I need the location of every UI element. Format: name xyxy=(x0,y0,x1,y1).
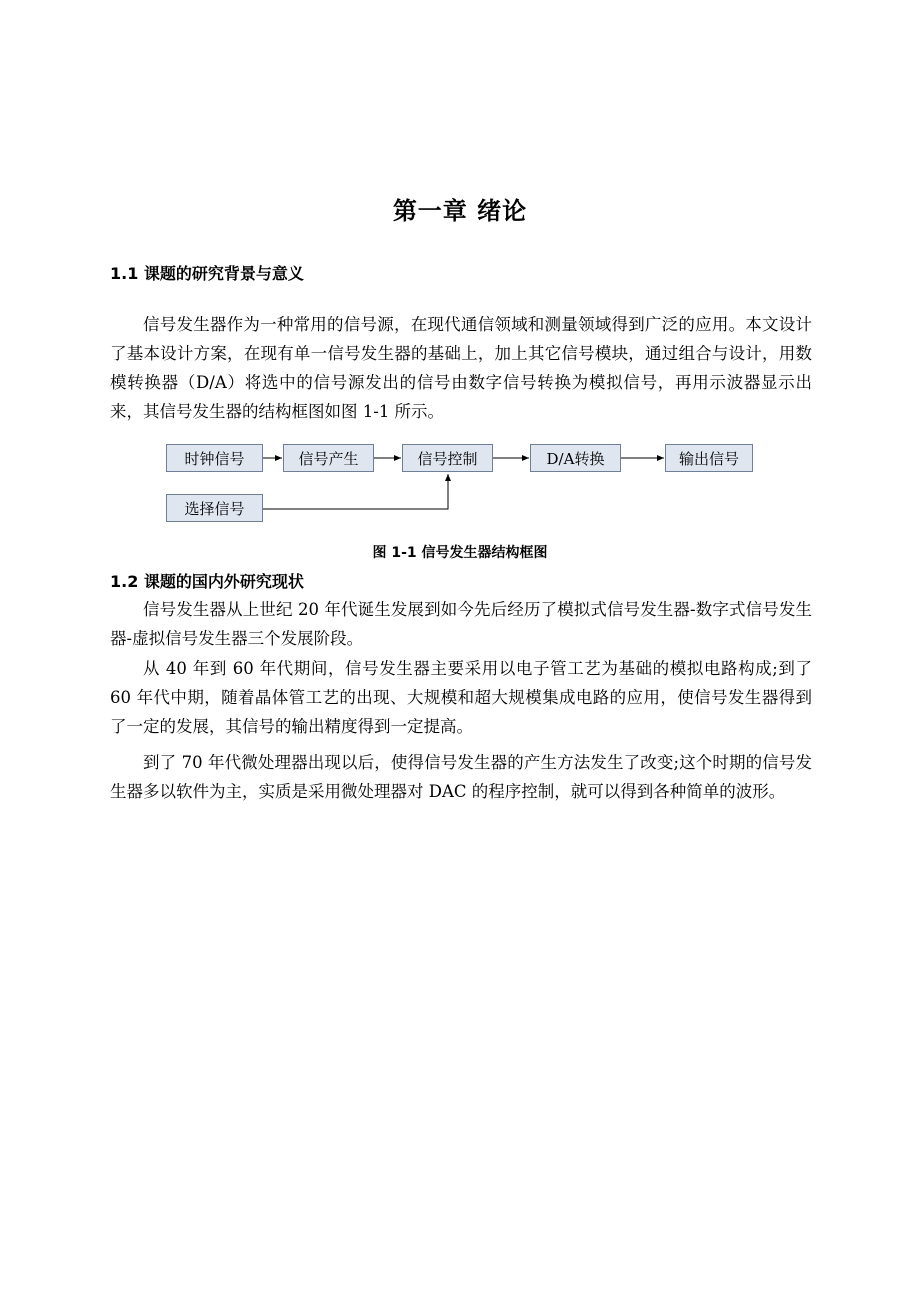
paragraph-history-2: 从 40 年到 60 年代期间，信号发生器主要采用以电子管工艺为基础的模拟电路构成;到了 60 年代中期，随着晶体管工艺的出现、大规模和超大规模集成电路的应用，使信号发生器得到了一定的发展，其信号的输出精度得到一定提高。 xyxy=(110,659,812,736)
box-signal-control: 信号控制 xyxy=(402,444,493,472)
paragraph-history-3: 到了 70 年代微处理器出现以后，使得信号发生器的产生方法发生了改变;这个时期的信号发生器多以软件为主，实质是采用微处理器对 DAC 的程序控制，就可以得到各种简单的波形。 xyxy=(110,753,812,801)
chapter-title: 第一章 绪论 xyxy=(392,197,528,225)
box-clock-signal: 时钟信号 xyxy=(166,444,263,472)
box-select-signal: 选择信号 xyxy=(166,494,263,522)
figure-caption: 图 1-1 信号发生器结构框图 xyxy=(372,545,548,561)
section-heading-1-2: 1.2 课题的国内外研究现状 xyxy=(110,572,304,591)
box-signal-generate: 信号产生 xyxy=(283,444,374,472)
box-output-signal: 输出信号 xyxy=(665,444,753,472)
section-heading-1-1: 1.1 课题的研究背景与意义 xyxy=(110,264,304,283)
block-diagram xyxy=(0,430,920,530)
paragraph-history-1: 信号发生器从上世纪 20 年代诞生发展到如今先后经历了模拟式信号发生器-数字式信号发生器-虚拟信号发生器三个发展阶段。 xyxy=(110,600,812,648)
arrow-select-to-control xyxy=(263,474,448,509)
paragraph-background: 信号发生器作为一种常用的信号源，在现代通信领域和测量领域得到广泛的应用。本文设计了基本设计方案，在现有单一信号发生器的基础上，加上其它信号模块，通过组合与设计，用数模转换器（D/A）将选中的信号源发出的信号由数字信号转换为模拟信号，再用示波器显示出来，其信号发生器的结构框图如图 1-1 所示。 xyxy=(110,315,812,421)
box-da-convert: D/A转换 xyxy=(530,444,621,472)
